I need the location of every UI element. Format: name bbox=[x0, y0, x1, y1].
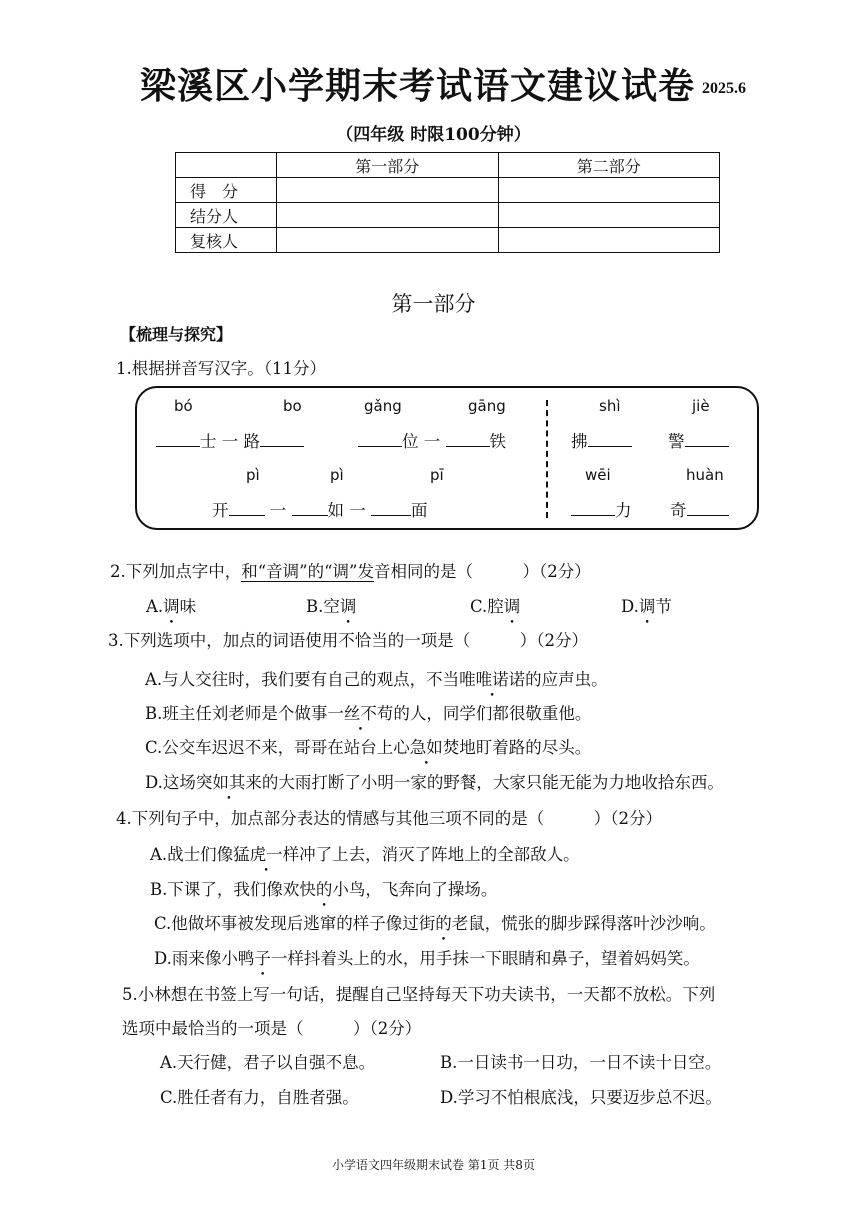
question-4-prompt: 4.下列句子中，加点部分表达的情感与其他三项不同的是（ ）（2分） bbox=[116, 809, 662, 828]
answer-blank[interactable] bbox=[358, 446, 402, 447]
q4-option-b[interactable]: B.下课了，我们像欢快的小鸟 •，飞奔向了操场。 bbox=[150, 876, 497, 900]
pinyin-label: pì bbox=[246, 466, 260, 484]
pinyin-label: gǎng bbox=[364, 397, 402, 415]
q5-option-d[interactable]: D.学习不怕根底浅，只要迈步总不迟。 bbox=[440, 1088, 722, 1107]
q1-row2-left: 开 一 如 一 面 bbox=[212, 501, 428, 520]
score-cell[interactable] bbox=[498, 228, 720, 253]
score-table-row bbox=[176, 228, 720, 253]
pinyin-label: pī bbox=[430, 466, 444, 484]
pinyin-label: pì bbox=[330, 466, 344, 484]
q1-row1-right: 拂 bbox=[571, 428, 632, 452]
score-table bbox=[175, 152, 720, 253]
section-title: 【梳理与探究】 bbox=[120, 325, 233, 344]
score-table-row bbox=[176, 178, 720, 203]
question-2-prompt: 2.下列加点字中，和“音调”的“调”发音相同的是（ ）（2分） bbox=[110, 562, 591, 581]
q4-option-a[interactable]: A.战士们像猛虎一样冲了上去，消灭了阵地上的全部敌人。 bbox=[150, 845, 580, 864]
q1-row2-right2: 奇 bbox=[670, 497, 729, 521]
q2-option-b[interactable]: B.空调 bbox=[306, 597, 357, 616]
pinyin-label: gāng bbox=[468, 397, 506, 415]
score-cell[interactable] bbox=[277, 228, 499, 253]
pinyin-label: huàn bbox=[686, 466, 724, 484]
pinyin-box-divider bbox=[546, 400, 548, 518]
q3-option-c[interactable]: C.公交车迟迟不来，哥哥在站台上心急如焚地盯着路的尽头。 bbox=[145, 738, 592, 757]
answer-blank[interactable] bbox=[588, 446, 632, 447]
answer-blank[interactable] bbox=[571, 515, 615, 516]
score-table-corner bbox=[176, 153, 277, 178]
pinyin-label: jiè bbox=[692, 397, 710, 415]
pinyin-label: shì bbox=[599, 397, 621, 415]
question-5-prompt-line1: 5.小林想在书签上写一句话，提醒自己坚持每天下功夫读书，一天都不放松。下列 bbox=[122, 985, 716, 1004]
answer-blank[interactable] bbox=[687, 515, 729, 516]
part-title: 第一部分 bbox=[391, 292, 476, 316]
q2-option-d[interactable]: D.调节 bbox=[621, 597, 672, 616]
answer-blank[interactable] bbox=[229, 515, 265, 516]
q5-option-a[interactable]: A.天行健，君子以自强不息。 bbox=[160, 1053, 376, 1072]
score-table-col-part2: 第二部分 bbox=[498, 153, 720, 178]
pinyin-label: bo bbox=[283, 397, 302, 415]
question-5-prompt-line2: 选项中最恰当的一项是（ ）（2分） bbox=[122, 1019, 422, 1038]
answer-blank[interactable] bbox=[260, 446, 304, 447]
q1-row1-right2: 警 bbox=[668, 428, 729, 452]
question-1-prompt: 1.根据拼音写汉字。（11分） bbox=[116, 359, 326, 378]
score-row-label: 结分人 bbox=[176, 203, 277, 228]
q5-option-b[interactable]: B.一日读书一日功，一日不读十日空。 bbox=[440, 1053, 722, 1072]
answer-blank[interactable] bbox=[292, 515, 328, 516]
pinyin-label: bó bbox=[174, 397, 193, 415]
score-cell[interactable] bbox=[277, 203, 499, 228]
q5-option-c[interactable]: C.胜任者有力，自胜者强。 bbox=[160, 1088, 359, 1107]
score-cell[interactable] bbox=[498, 203, 720, 228]
exam-title: 梁溪区小学期末考试语文建议试卷 bbox=[140, 65, 696, 107]
q3-option-b[interactable]: B.班主任刘老师是个做事一丝不苟的人，同学们都很敬重他。 bbox=[145, 704, 592, 723]
q2-option-a[interactable]: A.调味 bbox=[146, 597, 197, 616]
question-3-prompt: 3.下列选项中，加点的词语使用不恰当的一项是（ ）（2分） bbox=[108, 631, 588, 650]
exam-subtitle: （四年级 时限100分钟） bbox=[336, 125, 531, 145]
page-footer: 小学语文四年级期末试卷 第1页 共8页 bbox=[332, 1158, 535, 1172]
q3-option-d[interactable]: D.这场突如其来的大雨打断了小明一家的野餐，大家只能无能为力地收拾东西。 bbox=[145, 773, 724, 792]
score-table-col-part1: 第一部分 bbox=[277, 153, 499, 178]
q3-option-a[interactable]: A.与人交往时，我们要有自己的观点，不当唯唯诺诺的应声虫。 bbox=[145, 670, 608, 689]
answer-blank[interactable] bbox=[371, 515, 411, 516]
score-row-label: 得 分 bbox=[176, 178, 277, 203]
answer-blank[interactable] bbox=[685, 446, 729, 447]
q2-option-c[interactable]: C.腔调 bbox=[470, 597, 521, 616]
exam-date: 2025.6 bbox=[702, 80, 746, 97]
score-cell[interactable] bbox=[498, 178, 720, 203]
score-cell[interactable] bbox=[277, 178, 499, 203]
q1-row2-right: 力 bbox=[571, 497, 632, 521]
answer-blank[interactable] bbox=[156, 446, 200, 447]
score-row-label: 复核人 bbox=[176, 228, 277, 253]
q1-row1-mid: 位 一 铁 bbox=[358, 428, 506, 452]
answer-blank[interactable] bbox=[446, 446, 490, 447]
q4-option-c[interactable]: C.他做坏事被发现后逃窜的样子像过街的老鼠 •，慌张的脚步踩得落叶沙沙响。 bbox=[154, 910, 716, 934]
score-table-row bbox=[176, 203, 720, 228]
q4-option-d[interactable]: D.雨来像小鸭子一样 •抖着头上的水，用手抹一下眼睛和鼻子，望着妈妈笑。 bbox=[154, 945, 700, 969]
score-table-header-row bbox=[176, 153, 720, 178]
pinyin-label: wēi bbox=[585, 466, 611, 484]
q1-row1-left: 士 一 路 bbox=[156, 428, 304, 452]
